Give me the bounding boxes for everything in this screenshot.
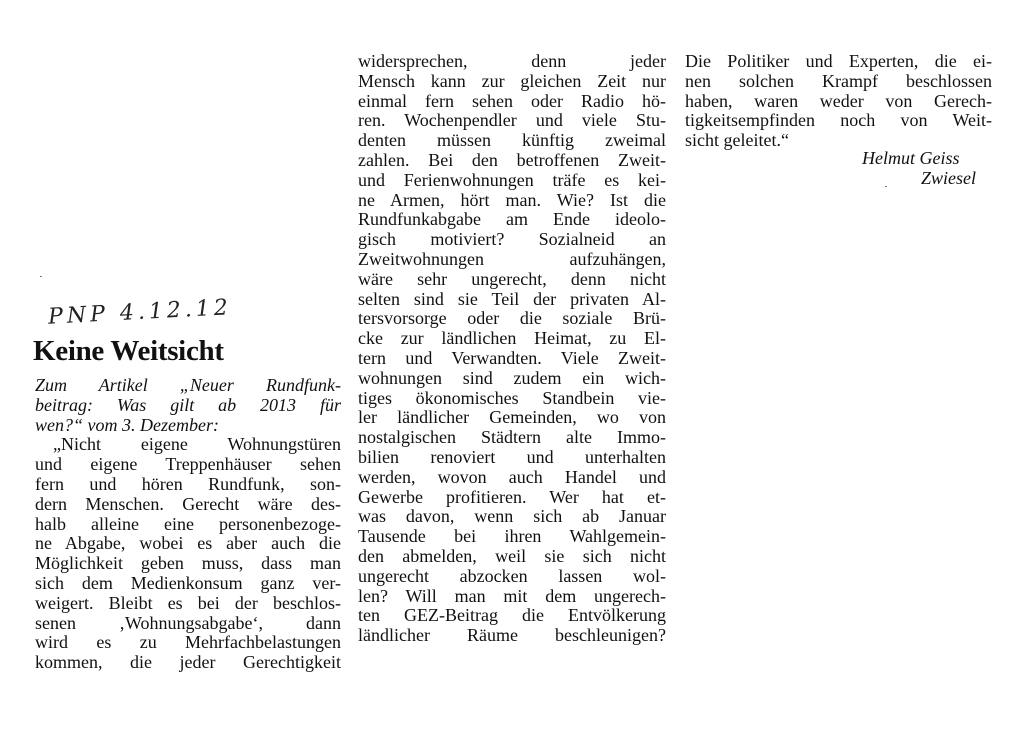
column-1 — [35, 376, 341, 673]
body-line: nen solchen Krampf beschlossen — [685, 70, 992, 91]
body-line: tiges ökonomisches Standbein vie- — [358, 387, 666, 408]
body-line: ländlicher Räume beschleunigen? — [358, 625, 666, 646]
body-line: dern Menschen. Gerecht wäre des- — [35, 493, 341, 514]
body-line: sicht geleitet.“ — [685, 130, 789, 151]
body-line: kommen, die jeder Gerechtigkeit — [35, 652, 341, 673]
body-line: bilien renoviert und unterhalten — [358, 446, 666, 467]
intro-line: Zum Artikel „Neuer Rundfunk- — [35, 375, 341, 395]
body-line: „Nicht eigene Wohnungstüren — [53, 434, 341, 455]
body-line: werden, wovon auch Handel und — [358, 466, 666, 487]
body-line: sich dem Medienkonsum ganz ver- — [35, 572, 341, 593]
body-line: tigkeitsempfinden noch von Weit- — [685, 110, 992, 131]
handwritten-note: PNP 4.12.12 — [47, 295, 233, 330]
body-line: widersprechen, denn jeder — [358, 51, 666, 71]
body-line: cke zur ländlichen Heimat, zu El- — [358, 328, 666, 349]
body-line: Mensch kann zur gleichen Zeit nur — [358, 70, 666, 91]
body-line: fern und hören Rundfunk, son- — [35, 473, 341, 494]
body-line: den abmelden, weil sie sich nicht — [358, 545, 666, 566]
body-line: ren. Wochenpendler und viele Stu- — [358, 110, 666, 131]
intro-line: wen?“ vom 3. Dezember: — [35, 414, 219, 435]
scan-speck — [40, 276, 42, 277]
body-line: ungerecht abzocken lassen wol- — [358, 565, 666, 586]
body-line: denten müssen künftig zweimal — [358, 130, 666, 151]
body-line: ne Armen, hört man. Wie? Ist die — [358, 189, 666, 210]
body-line: Tausende bei ihren Wahlgemein- — [358, 526, 666, 547]
body-line: Möglichkeit geben muss, dass man — [35, 553, 341, 574]
headline: Keine Weitsicht — [33, 335, 224, 367]
body-line: ler ländlicher Gemeinden, wo von — [358, 407, 666, 428]
body-line: nostalgischen Städtern alte Immo- — [358, 427, 666, 448]
body-line: einmal fern sehen oder Radio hö- — [358, 90, 666, 111]
body-line: Die Politiker und Experten, die ei- — [685, 51, 992, 71]
body-line: tern und Verwandten. Viele Zweit- — [358, 347, 666, 368]
body-line: gisch motiviert? Sozialneid an — [358, 229, 666, 250]
body-line: wohnungen sind zudem ein wich- — [358, 367, 666, 388]
body-line: tersvorsorge oder die soziale Brü- — [358, 308, 666, 329]
body-line: was davon, wenn sich ab Januar — [358, 506, 666, 527]
body-line: wäre sehr ungerecht, denn nicht — [358, 268, 666, 289]
body-line: Zweitwohnungen aufzuhängen, — [358, 248, 666, 269]
column-2 — [358, 52, 666, 646]
body-line: haben, waren weder von Gerech- — [685, 90, 992, 111]
body-line: Rundfunkabgabe am Ende ideolo- — [358, 209, 666, 230]
body-line: ten GEZ-Beitrag die Entvölkerung — [358, 605, 666, 626]
signature-name: Helmut Geiss — [862, 148, 960, 168]
signature-city: Zwiesel — [921, 168, 977, 188]
body-line: zahlen. Bei den betroffenen Zweit- — [358, 149, 666, 170]
body-line: len? Will man mit dem ungerech- — [358, 585, 666, 606]
body-line: weigert. Bleibt es bei der beschlos- — [35, 592, 341, 613]
body-line: Gewerbe profitieren. Wer hat et- — [358, 486, 666, 507]
column-3 — [685, 52, 992, 151]
body-line: senen ‚Wohnungsabgabe‘, dann — [35, 612, 341, 633]
intro-line: beitrag: Was gilt ab 2013 für — [35, 394, 341, 415]
body-line: selten sind sie Teil der privaten Al- — [358, 288, 666, 309]
scan-speck — [885, 186, 887, 187]
body-line: und Ferienwohnungen träfe es kei- — [358, 169, 666, 190]
body-line: wird es zu Mehrfachbelastungen — [35, 632, 341, 653]
body-line: halb alleine eine personenbezoge- — [35, 513, 341, 534]
body-line: und eigene Treppenhäuser sehen — [35, 454, 341, 475]
body-line: ne Abgabe, wobei es aber auch die — [35, 533, 341, 554]
